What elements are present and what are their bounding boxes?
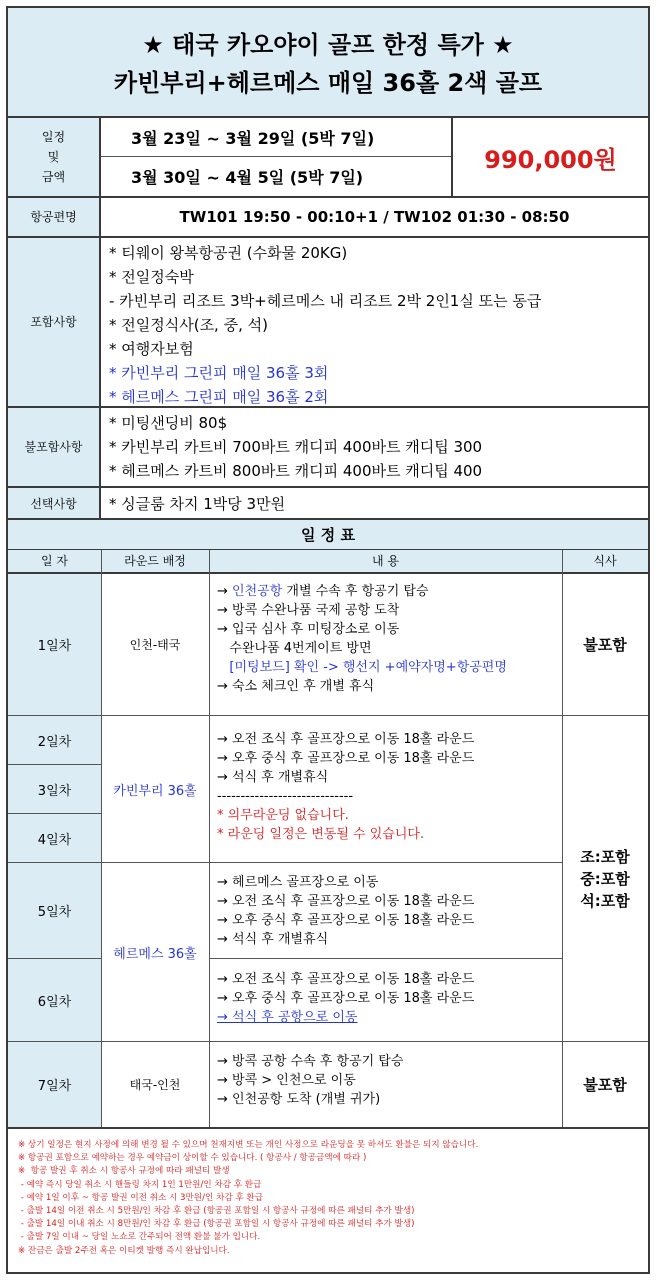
included-item: * 여행자보험 [109,340,194,358]
content-day5: → 헤르메스 골프장으로 이동 → 오전 조식 후 골프장으로 이동 18홀 라운드 → 오후 중식 후 골프장으로 이동 18홀 라운드 → 석식 후 개별휴식 [217,875,475,947]
note-line: - 예약 즉시 당일 취소 시 핸들링 차지 1인 1만원/인 차감 후 환급 [18,1179,262,1190]
excluded-item: * 미팅샌딩비 80$ [109,414,228,432]
meal-day2-6: 조:포함 중:포함 석:포함 [580,847,630,910]
flight-label: 항공편명 [8,198,101,236]
col-header-content: 내 용 [209,550,562,572]
airport-transfer-text: → 석식 후 공항으로 이동 [217,1010,358,1025]
day-4: 4일차 [8,814,101,862]
note-line: - 출발 14일 이내 취소 시 8만원/인 차감 후 환급 (항공권 포함일 시 항공사 규정에 따른 패널티 추가 발생) [18,1219,415,1230]
note-line: - 출발 7일 이내 ~ 당일 노쇼로 간주되어 전액 환불 불가 입니다. [18,1232,261,1243]
included-item: * 카빈부리 그린피 매일 36홀 3회 [109,364,329,382]
content-day2-4: → 오전 조식 후 골프장으로 이동 18홀 라운드 → 오후 중식 후 골프장으로 이동 18홀 라운드 → 석식 후 개별휴식 ----------------------------- * 의무라운딩 없습니다. * 라운딩 일정은 변동될 수 있습니다. [209,730,562,844]
note-line: ※ 상기 일정은 현지 사정에 의해 변경 될 수 있으며 천재지변 또는 개인 사정으로 라운딩을 못 하셔도 환불은 되지 않습니다. [18,1140,479,1150]
excluded-label: 불포함사항 [8,408,101,486]
note-line: ※ 항공권 포함으로 예약하는 경우 예약금이 상이할 수 있습니다. ( 항공사 / 항공금액에 따라 ) [18,1153,367,1164]
content-day1: → 인천공항 개별 수속 후 항공기 탑승 → 방콕 수완나품 국제 공항 도착 → 입국 심사 후 미팅장소로 이동 수완나품 4번게이트 방면 [미팅보드] 확인 -> 행선지 +예약자명+항공편명 → 숙소 체크인 후 개별 휴식 [217,584,507,694]
day-7: 7일차 [8,1042,101,1127]
col-header-day: 일 자 [8,550,101,572]
note-line: - 예약 1일 이후 ~ 항공 발권 이전 취소 시 3만원/인 차감 후 환급 [18,1192,264,1203]
content-day6: → 오전 조식 후 골프장으로 이동 18홀 라운드 → 오후 중식 후 골프장으로 이동 18홀 라운드 → 석식 후 공항으로 이동 [209,970,562,1027]
day-2: 2일차 [8,716,101,764]
round-cabinburi: 카빈부리 36홀 [113,783,197,799]
schedule-change-note: * 라운딩 일정은 변동될 수 있습니다. [217,827,425,842]
title-line-2: 카빈부리+헤르메스 매일 36홀 2색 골프 [113,69,543,97]
price: 990,000원 [484,145,617,174]
flight-info: TW101 19:50 - 00:10+1 / TW102 01:30 - 08:50 [179,208,570,226]
excluded-item: * 헤르메스 카트비 800바트 캐디피 400바트 캐디팁 400 [109,462,483,480]
meal-day1: 불포함 [583,635,627,654]
title-banner [8,8,648,118]
round-day1: 인천-태국 [129,638,181,652]
no-mandatory-round-note: * 의무라운딩 없습니다. [217,808,349,823]
included-item: - 카빈부리 리조트 3박+헤르메스 내 리조트 2박 2인1실 또는 동급 [109,292,542,310]
included-item: * 전일정식사(조, 중, 석) [109,316,268,334]
meal-day7: 불포함 [583,1075,627,1094]
day-5: 5일차 [8,863,101,958]
day-3: 3일차 [8,765,101,813]
incheon-airport-text: 인천공항 [232,584,283,599]
divider [8,236,648,238]
round-hermes: 헤르메스 36홀 [113,946,197,962]
optional-label: 선택사항 [8,488,101,520]
divider [8,406,648,408]
included-list [101,241,648,409]
terms-notes [8,1129,648,1274]
flyer [6,6,650,1274]
included-label: 포함사항 [8,238,101,406]
note-line: ※ 잔금은 출발 2주전 혹은 이티켓 발행 즉시 완납입니다. [18,1245,230,1256]
included-item: * 티웨이 왕복항공권 (수화물 20KG) [109,244,348,262]
excluded-list [101,411,648,483]
included-item: * 헤르메스 그린피 매일 36홀 2회 [109,388,329,406]
col-header-round: 라운드 배정 [101,550,209,572]
excluded-item: * 카빈부리 카트비 700바트 캐디피 400바트 캐디팁 300 [109,438,483,456]
divider [209,958,562,959]
round-day7: 태국-인천 [129,1078,181,1092]
note-line: - 출발 14일 이전 취소 시 5만원/인 차감 후 환급 (항공권 포함일 시 항공사 규정에 따른 패널티 추가 발생) [18,1206,415,1217]
optional-info: * 싱글룸 차지 1박당 3만원 [109,495,286,513]
content-day7: → 방콕 공항 수속 후 항공기 탑승 → 방콕 > 인천으로 이동 → 인천공항 도착 (개별 귀가) [217,1054,404,1107]
title-line-1: ★ 태국 카오야이 골프 한정 특가 ★ [142,31,514,59]
col-header-meal: 식사 [562,550,648,572]
date-range-2: 3월 30일 ~ 4월 5일 (5박 7일) [131,168,364,187]
itinerary-title: 일 정 표 [8,520,648,550]
schedule-price-label: 일정 및 금액 [8,118,101,196]
note-line: ※ 항공 발권 후 취소 시 항공사 규정에 따라 패널티 발생 [18,1166,230,1177]
date-range-1: 3월 23일 ~ 3월 29일 (5박 7일) [131,128,375,148]
included-item: * 전일정숙박 [109,268,194,286]
day-6: 6일차 [8,959,101,1041]
day-1: 1일차 [8,574,101,715]
